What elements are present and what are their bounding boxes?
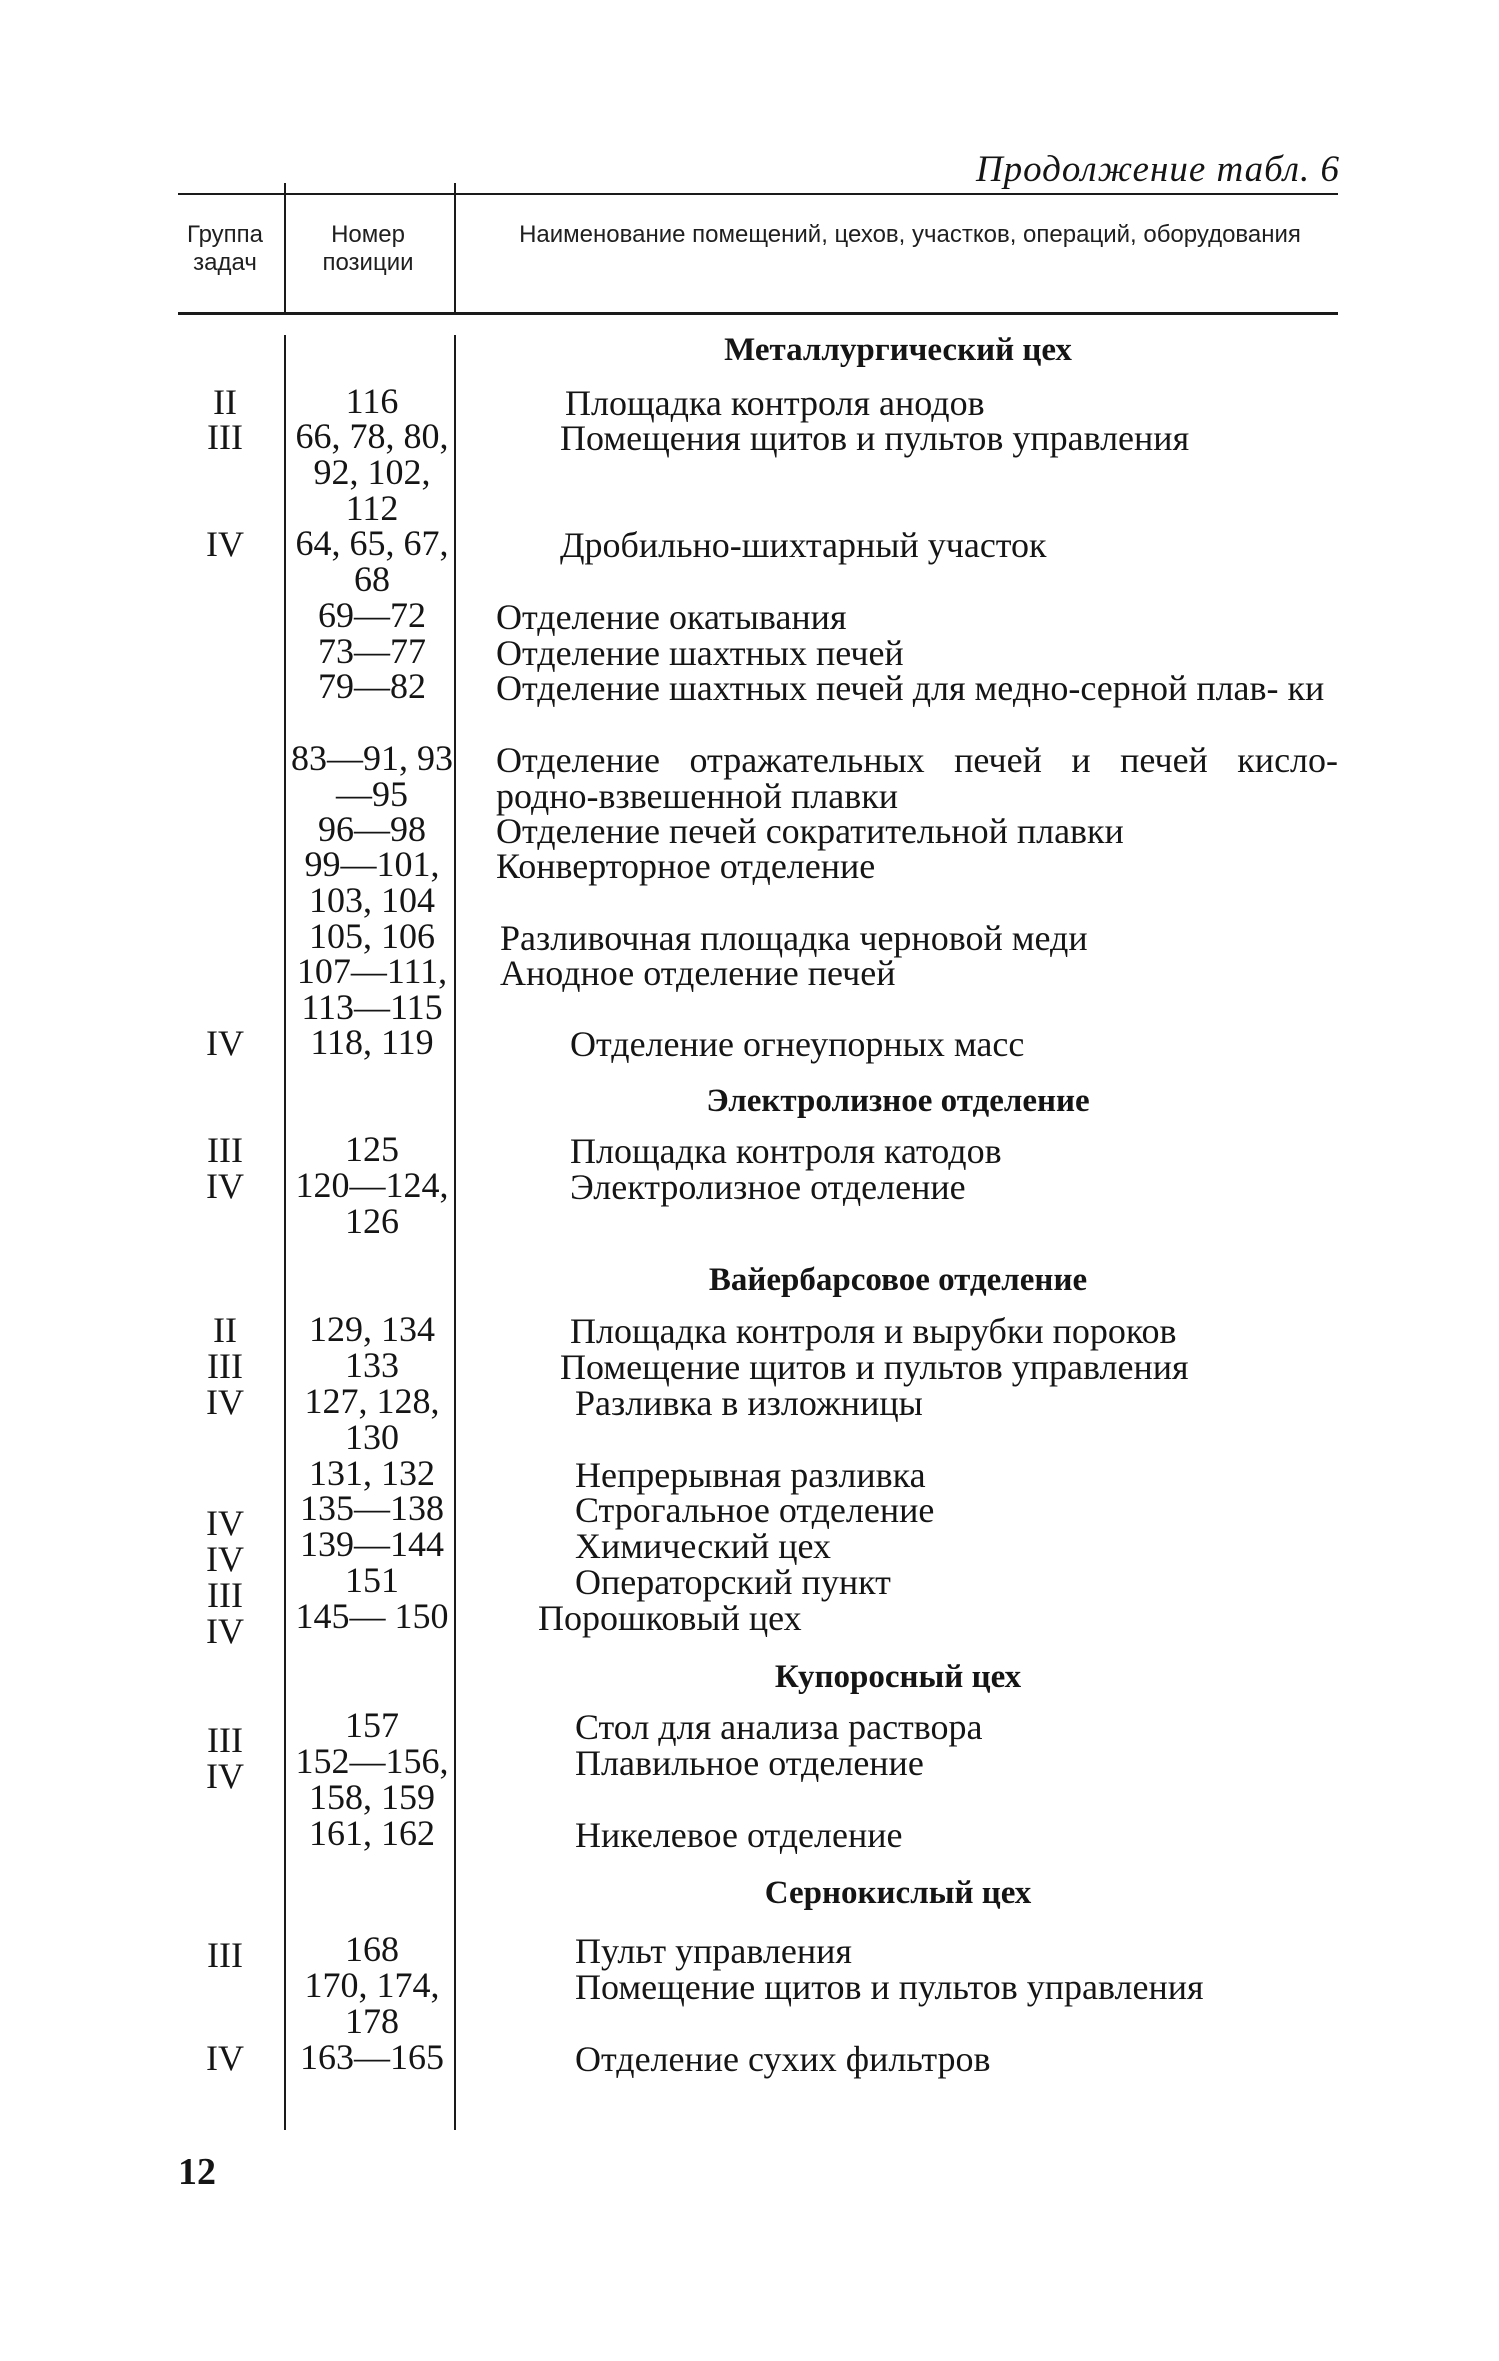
header-position: Номер позиции <box>322 221 414 276</box>
row-position: 163—165 <box>300 2037 444 2077</box>
row-name: Разливочная площадка черновой меди <box>500 918 1088 958</box>
row-position: 151 <box>345 1560 399 1600</box>
row-name: Разливка в изложницы <box>575 1383 923 1423</box>
row-group: III <box>207 417 243 457</box>
row-position: 125 <box>345 1129 399 1169</box>
row-name: Отделение окатывания <box>496 597 847 637</box>
header-bottom-rule <box>178 312 1338 315</box>
row-position: 131, 132 <box>309 1453 435 1493</box>
row-position: 133 <box>345 1345 399 1385</box>
row-position: 96—98 <box>318 809 426 849</box>
row-position: 170, 174, 178 <box>304 1965 440 2041</box>
row-name: Помещение щитов и пультов управления <box>560 1347 1189 1387</box>
row-group: IV <box>206 1166 244 1206</box>
row-group: IV <box>206 1611 244 1651</box>
row-position: 73—77 <box>318 631 426 671</box>
row-group: III <box>207 1720 243 1760</box>
page-number: 12 <box>178 2151 216 2193</box>
row-position: 168 <box>345 1929 399 1969</box>
row-group: III <box>207 1130 243 1170</box>
row-position: 139—144 <box>300 1524 444 1564</box>
row-position: 83—91, 93—95 <box>291 738 453 814</box>
row-name: Помещение щитов и пультов управления <box>575 1967 1204 2007</box>
col-divider-1 <box>284 183 286 313</box>
row-name: Отделение отражательных печей и печей кисло- родно-взвешенной плавки <box>496 740 1338 816</box>
row-position: 145— 150 <box>295 1596 449 1636</box>
header-name: Наименование помещений, цехов, участков, операций, оборудования <box>519 221 1301 248</box>
row-name: Непрерывная разливка <box>575 1455 926 1495</box>
row-name: Химический цех <box>575 1526 832 1566</box>
row-name: Отделение печей сократительной плавки <box>496 811 1124 851</box>
row-name: Отделение огнеупорных масс <box>570 1024 1025 1064</box>
row-position: 99—101, 103, 104 <box>304 844 440 920</box>
row-position: 69—72 <box>318 595 426 635</box>
row-name: Плавильное отделение <box>575 1743 924 1783</box>
continuation-title: Продолжение табл. 6 <box>975 149 1340 190</box>
row-name: Никелевое отделение <box>575 1815 903 1855</box>
row-name: Электролизное отделение <box>570 1167 966 1207</box>
row-group: IV <box>206 1756 244 1796</box>
section-title: Купоросный цех <box>774 1659 1022 1695</box>
row-position: 66, 78, 80, 92, 102, 112 <box>295 416 449 528</box>
row-group: III <box>207 1935 243 1975</box>
row-position: 64, 65, 67, 68 <box>295 523 449 599</box>
row-position: 127, 128, 130 <box>304 1381 440 1457</box>
row-group: IV <box>206 1503 244 1543</box>
row-position: 157 <box>345 1705 399 1745</box>
section-title: Электролизное отделение <box>706 1083 1090 1119</box>
row-name: Операторский пункт <box>575 1562 891 1602</box>
row-name: Отделение шахтных печей <box>496 633 904 673</box>
row-name: Помещения щитов и пультов управления <box>560 418 1190 458</box>
row-name: Порошковый цех <box>538 1598 802 1638</box>
row-group: IV <box>206 1539 244 1579</box>
section-title: Вайербарсовое отделение <box>708 1262 1088 1298</box>
row-position: 116 <box>345 381 399 421</box>
row-group: II <box>213 382 237 422</box>
row-position: 152—156, 158, 159 <box>295 1741 449 1817</box>
section-title: Металлургический цех <box>724 332 1072 368</box>
row-name: Отделение шахтных печей для медно-серной плав- ки <box>496 668 1325 708</box>
row-name: Конверторное отделение <box>496 846 876 886</box>
row-name: Дробильно-шихтарный участок <box>560 525 1047 565</box>
row-name: Отделение сухих фильтров <box>575 2039 991 2079</box>
row-name: Стол для анализа раствора <box>575 1707 983 1747</box>
row-name: Пульт управления <box>575 1931 852 1971</box>
row-name: Площадка контроля катодов <box>570 1131 1002 1171</box>
row-position: 161, 162 <box>309 1813 435 1853</box>
row-position: 135—138 <box>300 1488 444 1528</box>
col-divider-2 <box>454 183 456 313</box>
row-position: 79—82 <box>318 666 426 706</box>
header-group: Группа задач <box>186 221 264 276</box>
row-group: III <box>207 1575 243 1615</box>
row-position: 120—124, 126 <box>295 1165 449 1241</box>
col-divider-1-body <box>284 335 286 2130</box>
row-name: Анодное отделение печей <box>500 953 896 993</box>
row-name: Строгальное отделение <box>575 1490 935 1530</box>
row-position: 105, 106 <box>309 916 435 956</box>
top-rule <box>178 193 1338 195</box>
section-title: Сернокислый цех <box>764 1875 1032 1911</box>
row-position: 107—111, 113—115 <box>296 951 448 1027</box>
row-name: Площадка контроля и вырубки пороков <box>570 1311 1177 1351</box>
row-group: IV <box>206 2038 244 2078</box>
row-name: Площадка контроля анодов <box>565 383 985 423</box>
row-group: III <box>207 1346 243 1386</box>
row-group: IV <box>206 1382 244 1422</box>
row-group: IV <box>206 524 244 564</box>
row-group: IV <box>206 1023 244 1063</box>
row-group: II <box>213 1310 237 1350</box>
row-position: 129, 134 <box>309 1309 435 1349</box>
row-position: 118, 119 <box>310 1022 434 1062</box>
